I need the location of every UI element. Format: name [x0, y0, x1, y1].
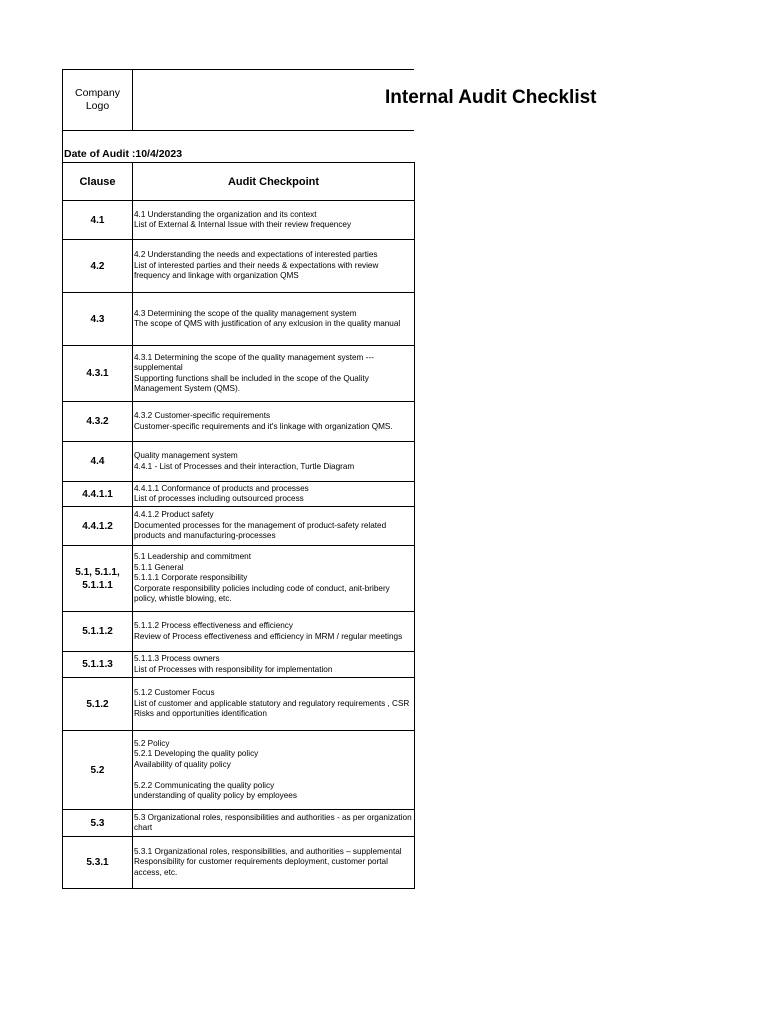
table-row: [63, 837, 415, 889]
table-row: [63, 346, 415, 402]
table-header-row: [63, 163, 415, 201]
clause-cell: 4.1: [63, 201, 133, 240]
checkpoint-cell: 4.3 Determining the scope of the quality management system The scope of QMS with justification of any exlcusion in the quality manual: [133, 293, 415, 346]
table-row: [63, 442, 415, 482]
column-header-clause: Clause: [63, 163, 133, 201]
checkpoint-cell: 4.2 Understanding the needs and expectations of interested parties List of interested parties and their needs & expectations with review frequency and linkage with organization QMS: [133, 240, 415, 293]
checkpoint-cell: 5.1.1.2 Process effectiveness and efficiency Review of Process effectiveness and efficiency in MRM / regular meetings: [133, 612, 415, 652]
clause-cell: 4.2: [63, 240, 133, 293]
clause-cell: 4.4: [63, 442, 133, 482]
checkpoint-cell: 4.4.1.1 Conformance of products and processes List of processes including outsourced process: [133, 482, 415, 507]
checkpoint-cell: 5.3.1 Organizational roles, responsibilities, and authorities – supplemental Responsibility for customer requirements deployment, customer portal access, etc.: [133, 837, 415, 889]
table-row: [63, 482, 415, 507]
checkpoint-cell: 5.1 Leadership and commitment 5.1.1 General 5.1.1.1 Corporate responsibility Corporate responsibility policies including code of conduct, anit-bribery policy, whistle blowing, etc.: [133, 546, 415, 612]
clause-cell: 5.1.2: [63, 678, 133, 731]
column-header-audit-checkpoint: Audit Checkpoint: [133, 163, 415, 201]
table-row: [63, 810, 415, 837]
table-row: [63, 546, 415, 612]
checkpoint-cell: 5.1.2 Customer Focus List of customer and applicable statutory and regulatory requirements , CSR Risks and opportunities identification: [133, 678, 415, 731]
table-row: [63, 402, 415, 442]
table-row: [63, 731, 415, 810]
clause-cell: 4.4.1.1: [63, 482, 133, 507]
clause-cell: 4.3.2: [63, 402, 133, 442]
table-row: [63, 612, 415, 652]
date-row: [62, 131, 414, 162]
audit-date: Date of Audit :10/4/2023: [64, 148, 183, 160]
checkpoint-cell: 4.4.1.2 Product safety Documented processes for the management of product-safety related products and manufacturing-processes: [133, 507, 415, 546]
clause-cell: 5.3: [63, 810, 133, 837]
company-logo-placeholder: Company Logo: [63, 70, 133, 130]
clause-cell: 5.1.1.2: [63, 612, 133, 652]
checkpoint-cell: 5.1.1.3 Process owners List of Processes with responsibility for implementation: [133, 652, 415, 678]
header-row: [62, 69, 597, 131]
checkpoint-cell: 4.3.1 Determining the scope of the quality management system --- supplemental Supporting functions shall be included in the scope of the Quality Management System (QMS).: [133, 346, 415, 402]
clause-cell: 4.3: [63, 293, 133, 346]
checkpoint-cell: 4.1 Understanding the organization and its context List of External & Internal Issue with their review frequencey: [133, 201, 415, 240]
checkpoint-cell: 4.3.2 Customer-specific requirements Customer-specific requirements and it's linkage with organization QMS.: [133, 402, 415, 442]
checkpoint-cell: 5.2 Policy 5.2.1 Developing the quality policy Availability of quality policy 5.2.2 Communicating the quality policy understanding of quality policy by employees: [133, 731, 415, 810]
table-row: [63, 240, 415, 293]
clause-cell: 4.3.1: [63, 346, 133, 402]
checkpoint-cell: 5.3 Organizational roles, responsibilities and authorities - as per organization chart: [133, 810, 415, 837]
table-row: [63, 201, 415, 240]
clause-cell: 5.2: [63, 731, 133, 810]
document-title: Internal Audit Checklist: [385, 87, 597, 108]
table-row: [63, 652, 415, 678]
table-row: [63, 507, 415, 546]
clause-cell: 4.4.1.2: [63, 507, 133, 546]
table-row: [63, 678, 415, 731]
table-row: [63, 293, 415, 346]
checkpoint-cell: Quality management system 4.4.1 - List of Processes and their interaction, Turtle Diagram: [133, 442, 415, 482]
clause-cell: 5.1, 5.1.1, 5.1.1.1: [63, 546, 133, 612]
clause-cell: 5.3.1: [63, 837, 133, 889]
audit-sheet: [62, 69, 597, 889]
clause-cell: 5.1.1.3: [63, 652, 133, 678]
audit-checklist-table: [62, 162, 415, 889]
